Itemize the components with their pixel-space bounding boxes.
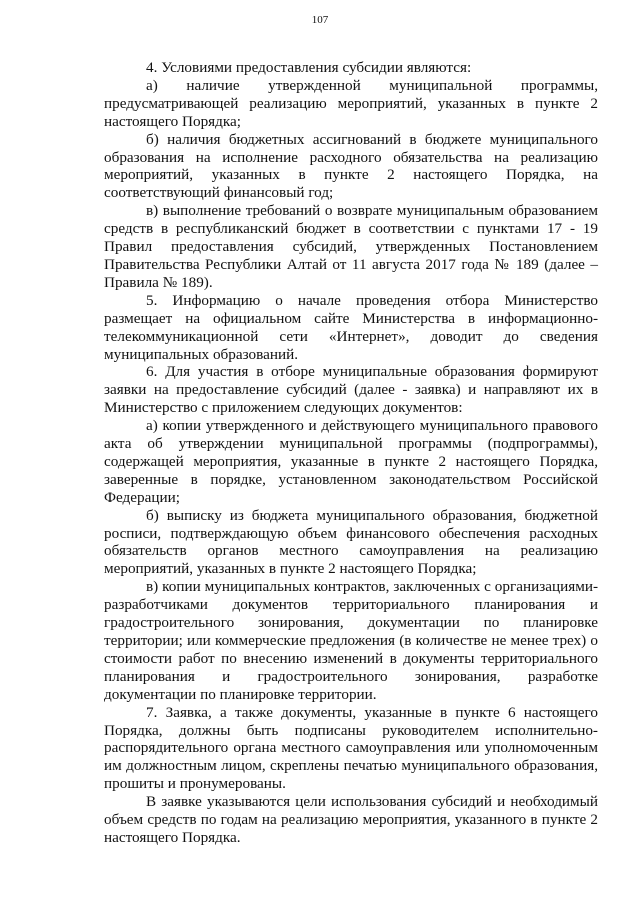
paragraph-4c: в) выполнение требований о возврате муниципальным образованием средств в республиканский бюджет в соответствии с пунктами 17 - 19 Правил предоставления субсидий, утвержденных Постановлением Правительства Республики Алтай от 11 августа 2017 года № 189 (далее – Правила № 189).: [104, 202, 598, 291]
paragraph-4-conditions: 4. Условиями предоставления субсидии являются:: [146, 59, 472, 76]
page-number: 107: [311, 14, 329, 26]
document-body: [104, 59, 598, 847]
paragraph-6b: б) выписку из бюджета муниципального образования, бюджетной росписи, подтверждающую объем финансового обеспечения расходных обязательств органов местного самоуправления на реализацию мероприятий, указанных в пункте 2 настоящего Порядка;: [104, 506, 598, 578]
paragraph-6: 6. Для участия в отборе муниципальные образования формируют заявки на предоставление субсидий (далее - заявка) и направляют их в Министерство с приложением следующих документов:: [104, 363, 598, 417]
paragraph-4b: б) наличия бюджетных ассигнований в бюджете муниципального образования на исполнение расходного обязательства на реализацию мероприятий, указанных в пункте 2 настоящего Порядка, на соответствующий финансовый год;: [104, 130, 598, 202]
paragraph-6c: в) копии муниципальных контрактов, заключенных с организациями-разработчиками документов территориального планирования и градостроительного зонирования, документации по планировке территории; или коммерческие предложения (в количестве не менее трех) о стоимости работ по внесению изменений в документы территориального планирования и градостроительного зонирования, разработке документации по планировке территории.: [104, 578, 598, 703]
paragraph-4a: а) наличие утвержденной муниципальной программы, предусматривающей реализацию мероприятий, указанных в пункте 2 настоящего Порядка;: [104, 76, 598, 130]
paragraph-5: 5. Информацию о начале проведения отбора Министерство размещает на официальном сайте Министерства в информационно-телекоммуникационной сети «Интернет», доводит до сведения муниципальных образований.: [104, 291, 598, 363]
paragraph-7-application: В заявке указываются цели использования субсидий и необходимый объем средств по годам на реализацию мероприятия, указанного в пункте 2 настоящего Порядка.: [104, 793, 598, 846]
paragraph-6a: а) копии утвержденного и действующего муниципального правового акта об утверждении муниципальной программы (подпрограммы), содержащей мероприятия, указанные в пункте 2 настоящего Порядка, заверенные в порядке, установленном законодательством Российской Федерации;: [104, 417, 598, 506]
paragraph-7: 7. Заявка, а также документы, указанные в пункте 6 настоящего Порядка, должны быть подписаны руководителем исполнительно-распорядительного органа местного самоуправления или уполномоченным им должностным лицом, скреплены печатью муниципального образования, прошиты и пронумерованы.: [104, 703, 598, 793]
